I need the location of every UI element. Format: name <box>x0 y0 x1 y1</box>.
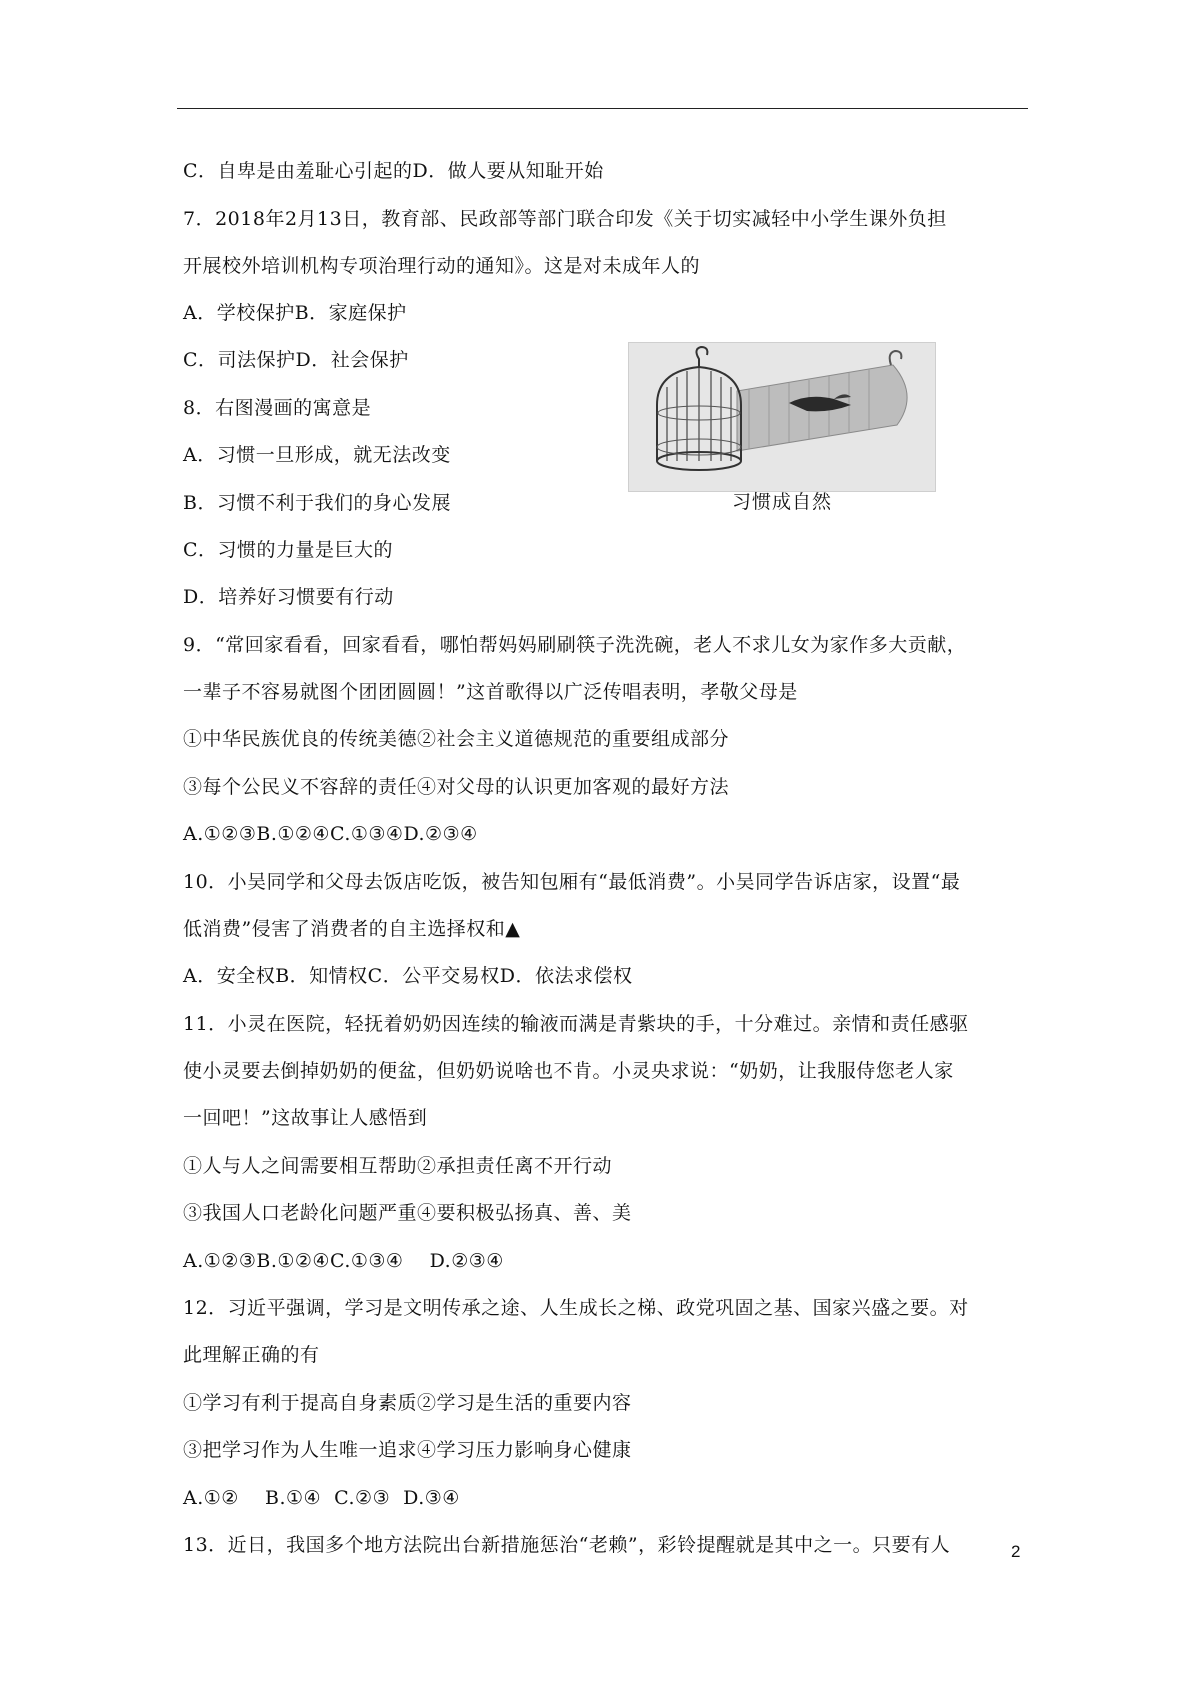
text-line: ③我国人口老龄化问题严重④要积极弘扬真、善、美 <box>183 1202 632 1224</box>
text-line: A．安全权B．知情权C．公平交易权D．依法求偿权 <box>183 965 633 987</box>
text-line: 10．小吴同学和父母去饭店吃饭，被告知包厢有“最低消费”。小吴同学告诉店家，设置“最 <box>183 871 961 893</box>
text-line: ③每个公民义不容辞的责任④对父母的认识更加客观的最好方法 <box>183 776 730 798</box>
text-line: C．自卑是由羞耻心引起的D．做人要从知耻开始 <box>183 160 604 182</box>
text-line: A．学校保护B．家庭保护 <box>183 302 407 324</box>
text-line: A.①② B.①④ C.②③ D.③④ <box>183 1487 460 1509</box>
text-line: 13．近日，我国多个地方法院出台新措施惩治“老赖”，彩铃提醒就是其中之一。只要有人 <box>183 1534 951 1556</box>
text-line: A．习惯一旦形成，就无法改变 <box>183 444 451 466</box>
text-line: A.①②③B.①②④C.①③④D.②③④ <box>183 823 478 845</box>
text-line: 7．2018年2月13日，教育部、民政部等部门联合印发《关于切实减轻中小学生课外负担 <box>183 208 947 230</box>
text-line: B．习惯不利于我们的身心发展 <box>183 492 451 514</box>
text-line: 使小灵要去倒掉奶奶的便盆，但奶奶说啥也不肯。小灵央求说：“奶奶，让我服侍您老人家 <box>183 1060 954 1082</box>
text-line: ③把学习作为人生唯一追求④学习压力影响身心健康 <box>183 1439 632 1461</box>
text-line: 此理解正确的有 <box>183 1344 320 1366</box>
text-line: 低消费”侵害了消费者的自主选择权和▲ <box>183 918 521 940</box>
text-line: D．培养好习惯要有行动 <box>183 586 394 608</box>
text-line: 11．小灵在医院，轻抚着奶奶因连续的输液而满是青紫块的手，十分难过。亲情和责任感驱 <box>183 1013 969 1035</box>
text-line: 9．“常回家看看，回家看看，哪怕帮妈妈刷刷筷子洗洗碗，老人不求儿女为家作多大贡献， <box>183 634 967 656</box>
text-line: 一辈子不容易就图个团团圆圆！”这首歌得以广泛传唱表明，孝敬父母是 <box>183 681 798 703</box>
text-line: 一回吧！”这故事让人感悟到 <box>183 1107 428 1129</box>
text-line: ①学习有利于提高自身素质②学习是生活的重要内容 <box>183 1392 632 1414</box>
text-line: ①中华民族优良的传统美德②社会主义道德规范的重要组成部分 <box>183 728 730 750</box>
header-rule <box>177 108 1028 109</box>
text-line: C．习惯的力量是巨大的 <box>183 539 394 561</box>
comic-figure <box>628 342 936 492</box>
birdcage-comic-illustration <box>629 343 935 491</box>
text-line: 8．右图漫画的寓意是 <box>183 397 372 419</box>
text-line: C．司法保护D．社会保护 <box>183 349 409 371</box>
page-number: 2 <box>1011 1542 1021 1561</box>
text-line: 开展校外培训机构专项治理行动的通知》。这是对未成年人的 <box>183 255 701 277</box>
text-line: ①人与人之间需要相互帮助②承担责任离不开行动 <box>183 1155 613 1177</box>
text-line: A.①②③B.①②④C.①③④ D.②③④ <box>183 1250 504 1272</box>
text-line: 12．习近平强调，学习是文明传承之途、人生成长之梯、政党巩固之基、国家兴盛之要。对 <box>183 1297 969 1319</box>
figure-caption: 习惯成自然 <box>732 491 833 513</box>
